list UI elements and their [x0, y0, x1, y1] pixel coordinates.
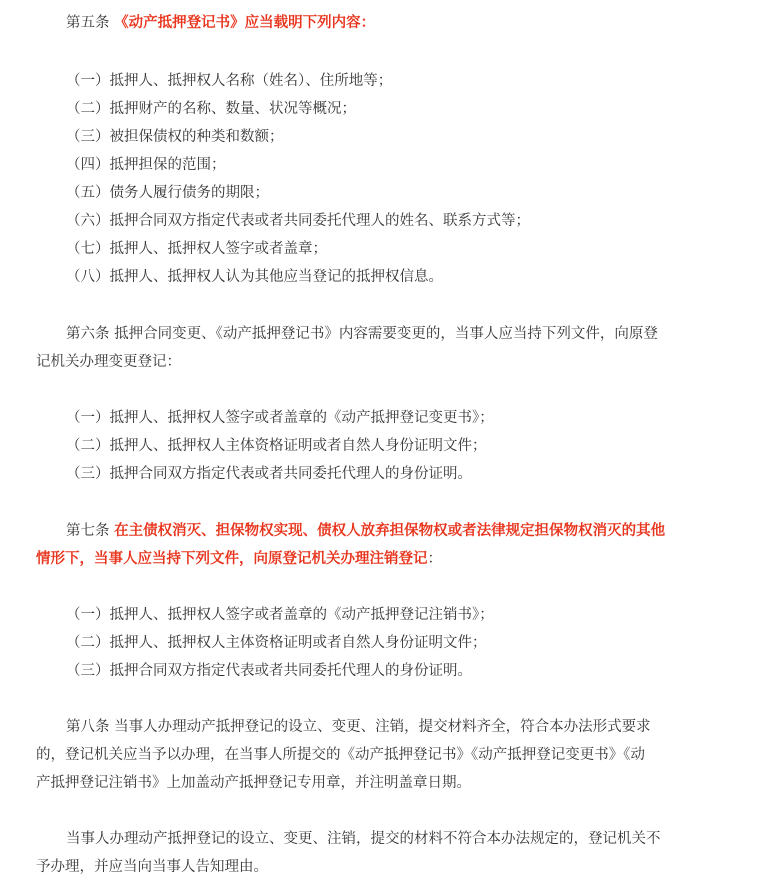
article8-line-3: 产抵押登记注销书》上加盖动产抵押登记专用章，并注明盖章日期。: [36, 775, 471, 791]
article5-item-2: （二）抵押财产的名称、数量、状况等概况；: [66, 101, 356, 117]
article7-label: 第七条: [66, 523, 110, 539]
article7-line-2: [36, 549, 442, 569]
article5-heading: [66, 13, 375, 33]
article5-colon: ：: [360, 15, 376, 31]
article7-highlight-2: 情形下，当事人应当持下列文件，向原登记机关办理注销登记: [36, 551, 428, 567]
article6-line-1: [66, 324, 658, 344]
article6-item-3: （三）抵押合同双方指定代表或者共同委托代理人的身份证明。: [66, 466, 472, 482]
article5-item-1: （一）抵押人、抵押权人名称（姓名）、住所地等；: [66, 73, 393, 89]
article7-line-1: [66, 521, 665, 541]
article8-text-1: 当事人办理动产抵押登记的设立、变更、注销，提交材料齐全，符合本办法形式要求: [114, 719, 651, 735]
article7-item-2: （二）抵押人、抵押权人主体资格证明或者自然人身份证明文件；: [66, 635, 487, 651]
article8-para2-line-1: 当事人办理动产抵押登记的设立、变更、注销，提交的材料不符合本办法规定的，登记机关不: [66, 831, 661, 847]
article5-highlight: 《动产抵押登记书》应当载明下列内容: [114, 15, 361, 31]
article6-label: 第六条: [66, 326, 110, 342]
article5-item-5: （五）债务人履行债务的期限；: [66, 185, 269, 201]
article8-line-1: [66, 717, 651, 737]
article6-item-1: （一）抵押人、抵押权人签字或者盖章的《动产抵押登记变更书》；: [66, 410, 494, 426]
article6-item-2: （二）抵押人、抵押权人主体资格证明或者自然人身份证明文件；: [66, 438, 487, 454]
article6-text-1: 抵押合同变更、《动产抵押登记书》内容需要变更的，当事人应当持下列文件，向原登: [114, 326, 658, 342]
article7-item-3: （三）抵押合同双方指定代表或者共同委托代理人的身份证明。: [66, 663, 472, 679]
article8-label: 第八条: [66, 719, 110, 735]
article5-item-7: （七）抵押人、抵押权人签字或者盖章；: [66, 241, 327, 257]
article7-highlight-1: 在主债权消灭、担保物权实现、债权人放弃担保物权或者法律规定担保物权消灭的其他: [114, 523, 666, 539]
article7-item-1: （一）抵押人、抵押权人签字或者盖章的《动产抵押登记注销书》；: [66, 607, 494, 623]
article5-item-3: （三）被担保债权的种类和数额；: [66, 129, 284, 145]
article5-item-8: （八）抵押人、抵押权人认为其他应当登记的抵押权信息。: [66, 269, 443, 285]
article8-line-2: 的，登记机关应当予以办理，在当事人所提交的《动产抵押登记书》《动产抵押登记变更书》《动: [36, 747, 645, 763]
article8-para2-line-2: 予办理，并应当向当事人告知理由。: [36, 859, 268, 875]
article5-item-4: （四）抵押担保的范围；: [66, 157, 226, 173]
article7-colon: ：: [427, 551, 442, 567]
article5-label: 第五条: [66, 15, 110, 31]
article6-line-2: 记机关办理变更登记：: [36, 354, 181, 370]
article5-item-6: （六）抵押合同双方指定代表或者共同委托代理人的姓名、联系方式等；: [66, 213, 530, 229]
